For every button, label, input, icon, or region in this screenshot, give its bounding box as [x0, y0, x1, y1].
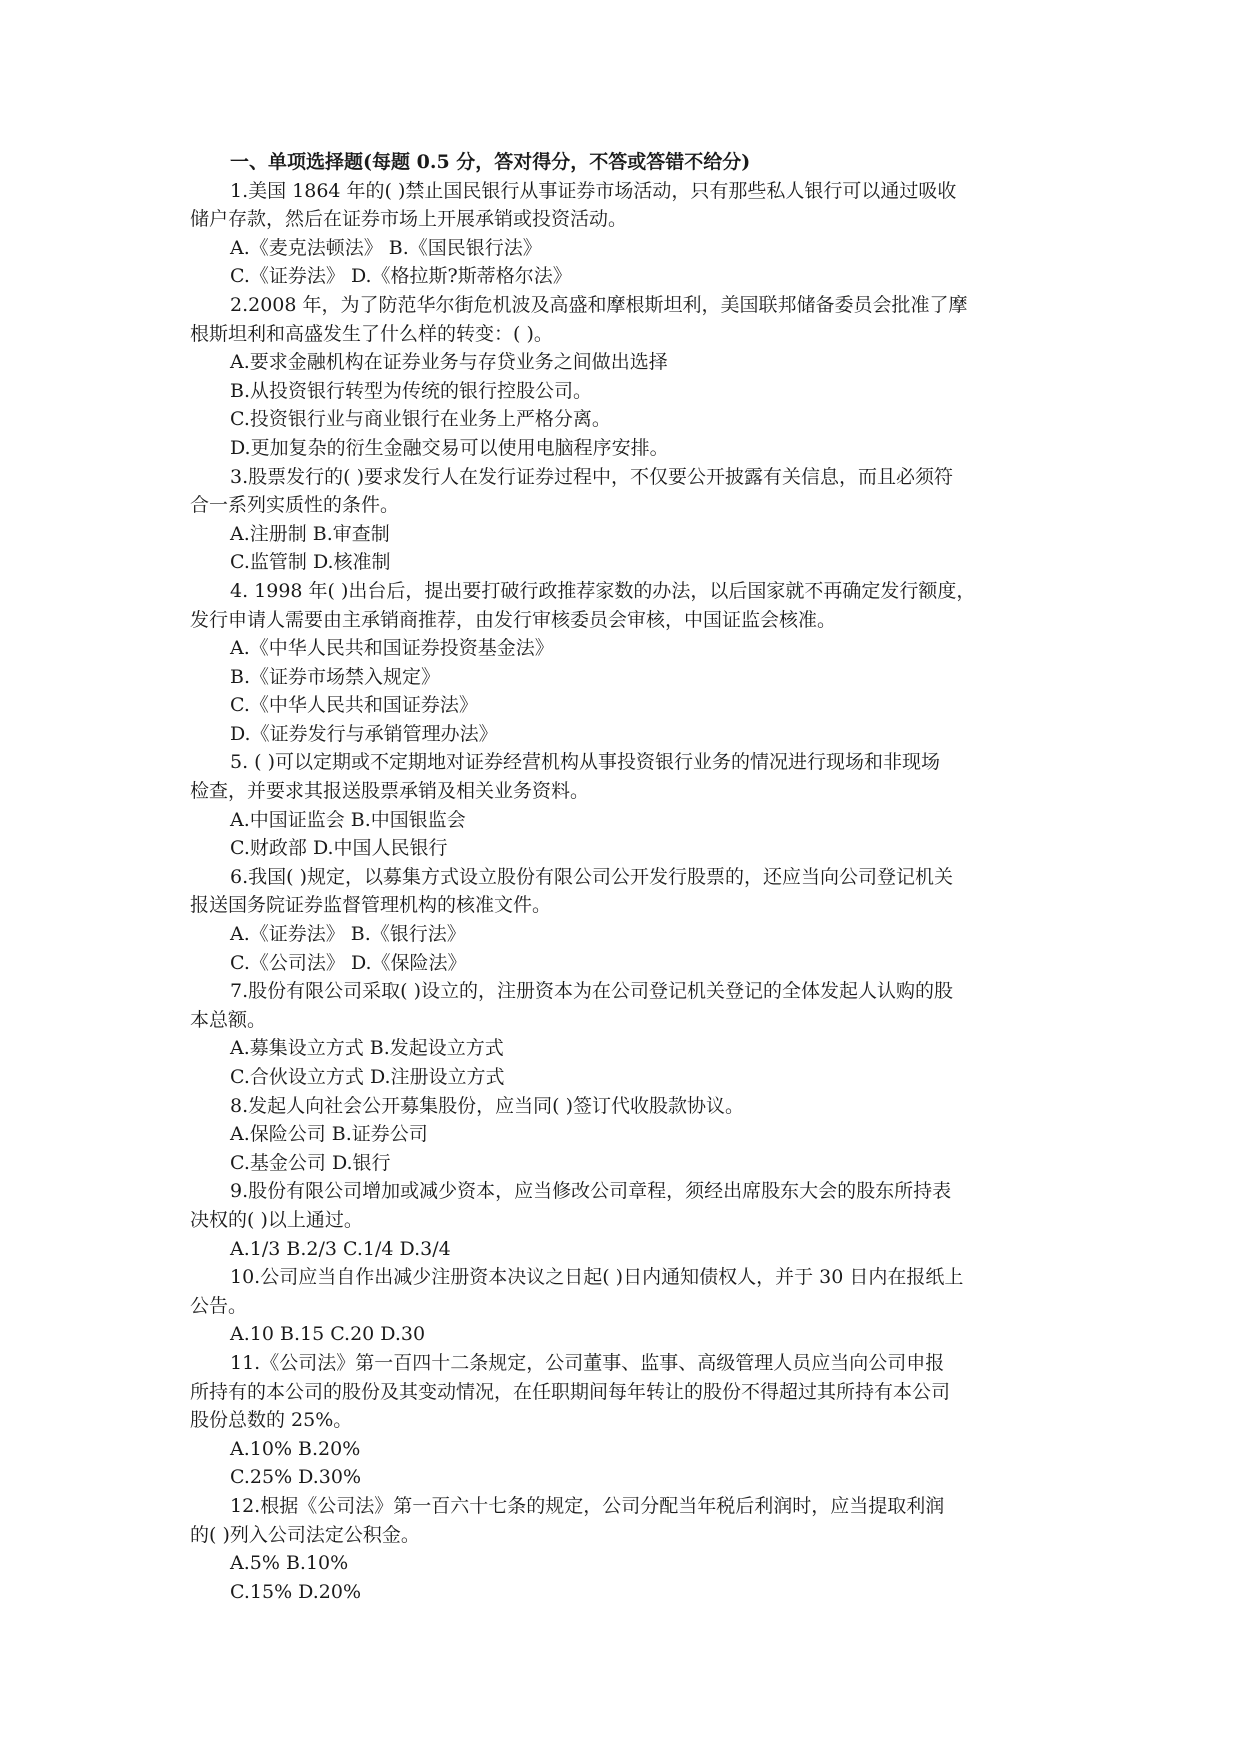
question-stem-continuation: 发行申请人需要由主承销商推荐，由发行审核委员会审核，中国证监会核准。	[190, 608, 837, 631]
question-stem-continuation: 储户存款，然后在证券市场上开展承销或投资活动。	[190, 208, 628, 231]
question-stem: 10.公司应当自作出减少注册资本决议之日起( )日内通知债权人，并于 30 日内在报纸上	[230, 1266, 964, 1289]
question-list	[190, 177, 1060, 1607]
question-stem-continuation: 合一系列实质性的条件。	[190, 494, 400, 517]
answer-options: A.中国证监会 B.中国银监会	[230, 808, 466, 831]
answer-options: A.5% B.10%	[230, 1552, 349, 1575]
section-heading: 一、单项选择题(每题 0.5 分，答对得分，不答或答错不给分)	[230, 151, 751, 173]
answer-options: A.《中华人民共和国证券投资基金法》	[230, 637, 554, 660]
answer-options: A.《证券法》 B.《银行法》	[230, 923, 466, 946]
question-stem: 3.股票发行的( )要求发行人在发行证券过程中，不仅要公开披露有关信息，而且必须符	[230, 465, 953, 488]
question-stem: 4. 1998 年( )出台后，提出要打破行政推荐家数的办法，以后国家就不再确定发行额度，	[230, 579, 976, 602]
answer-options: B.《证券市场禁入规定》	[230, 665, 441, 688]
answer-options: C.合伙设立方式 D.注册设立方式	[230, 1066, 505, 1088]
answer-options: C.《证券法》 D.《格拉斯?斯蒂格尔法》	[230, 265, 572, 288]
question-stem: 1.美国 1864 年的( )禁止国民银行从事证券市场活动，只有那些私人银行可以通过吸收	[230, 179, 957, 202]
answer-options: B.从投资银行转型为传统的银行控股公司。	[230, 379, 593, 402]
question-stem-continuation: 检查，并要求其报送股票承销及相关业务资料。	[190, 780, 590, 803]
question-stem: 5. ( )可以定期或不定期地对证券经营机构从事投资银行业务的情况进行现场和非现场	[230, 751, 941, 774]
question-stem-continuation: 股份总数的 25%。	[190, 1409, 353, 1432]
question-stem-continuation: 的( )列入公司法定公积金。	[190, 1523, 420, 1546]
answer-options: A.保险公司 B.证券公司	[230, 1123, 428, 1146]
document-page	[190, 148, 1060, 1606]
answer-options: A.要求金融机构在证券业务与存贷业务之间做出选择	[230, 351, 668, 374]
answer-options: C.投资银行业与商业银行在业务上严格分离。	[230, 408, 611, 431]
question-stem: 9.股份有限公司增加或减少资本，应当修改公司章程，须经出席股东大会的股东所持表	[230, 1180, 952, 1203]
answer-options: A.1/3 B.2/3 C.1/4 D.3/4	[230, 1237, 451, 1260]
answer-options: C.《中华人民共和国证券法》	[230, 694, 478, 717]
answer-options: A.募集设立方式 B.发起设立方式	[230, 1037, 504, 1060]
answer-options: C.《公司法》 D.《保险法》	[230, 951, 467, 974]
question-stem-continuation: 决权的( )以上通过。	[190, 1208, 363, 1231]
answer-options: A.10% B.20%	[230, 1437, 361, 1460]
answer-options: C.25% D.30%	[230, 1466, 361, 1489]
answer-options: C.15% D.20%	[230, 1580, 361, 1603]
answer-options: C.财政部 D.中国人民银行	[230, 837, 448, 860]
question-stem: 11.《公司法》第一百四十二条规定，公司董事、监事、高级管理人员应当向公司申报	[230, 1351, 945, 1374]
answer-options: C.基金公司 D.银行	[230, 1151, 391, 1174]
answer-options: D.更加复杂的衍生金融交易可以使用电脑程序安排。	[230, 436, 669, 459]
answer-options: A.注册制 B.审查制	[230, 522, 390, 545]
question-stem-continuation: 根斯坦利和高盛发生了什么样的转变：( )。	[190, 322, 553, 345]
question-stem-continuation: 所持有的本公司的股份及其变动情况，在任职期间每年转让的股份不得超过其所持有本公司	[190, 1380, 951, 1403]
answer-options: A.《麦克法顿法》 B.《国民银行法》	[230, 236, 542, 259]
question-stem-continuation: 报送国务院证券监督管理机构的核准文件。	[190, 894, 552, 917]
answer-options: D.《证券发行与承销管理办法》	[230, 722, 498, 745]
question-stem: 12.根据《公司法》第一百六十七条的规定，公司分配当年税后利润时，应当提取利润	[230, 1494, 945, 1517]
question-stem: 7.股份有限公司采取( )设立的，注册资本为在公司登记机关登记的全体发起人认购的股	[230, 980, 953, 1003]
question-stem-continuation: 公告。	[190, 1294, 248, 1317]
question-stem: 2.2008 年，为了防范华尔街危机波及高盛和摩根斯坦利，美国联邦储备委员会批准了摩	[230, 293, 968, 316]
answer-options: C.监管制 D.核准制	[230, 551, 391, 574]
question-stem: 8.发起人向社会公开募集股份，应当同( )签订代收股款协议。	[230, 1094, 744, 1117]
answer-options: A.10 B.15 C.20 D.30	[230, 1323, 426, 1346]
question-stem-continuation: 本总额。	[190, 1008, 267, 1031]
question-stem: 6.我国( )规定，以募集方式设立股份有限公司公开发行股票的，还应当向公司登记机关	[230, 865, 953, 888]
